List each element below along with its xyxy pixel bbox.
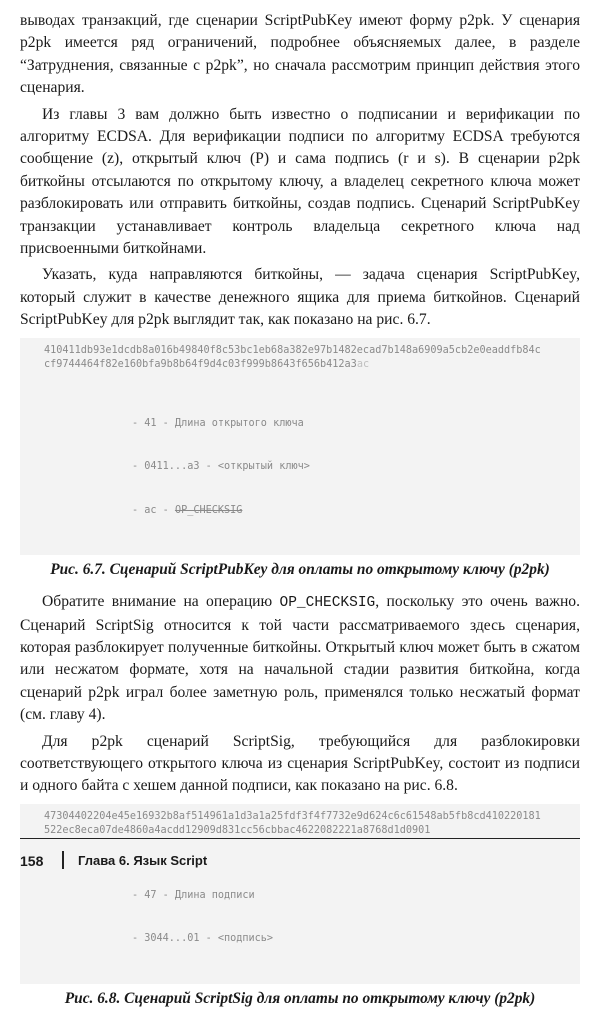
annotation: - 0411...a3 - <открытый ключ> <box>132 461 310 473</box>
page-number: 158 <box>20 853 44 869</box>
page-content <box>20 10 580 1020</box>
paragraph-4 <box>20 591 580 726</box>
figure-6-8-code <box>20 804 580 984</box>
annotation: - 3044...01 - <подпись> <box>132 933 274 945</box>
hex-segment: cf9744464f82e160bfa9b8b64f9d4c03f999b8643f656b412a3 <box>44 358 357 370</box>
figure-6-8-caption: Рис. 6.8. Сценарий ScriptSig для оплаты по открытому ключу (p2pk) <box>64 989 536 1007</box>
figure-6-7-code <box>20 338 580 556</box>
annotations <box>44 388 570 548</box>
paragraph-4-text: Обратите внимание на операцию <box>42 593 280 611</box>
annotation: - 47 - Длина подписи <box>132 889 255 901</box>
paragraph-5: Для p2pk сценарий ScriptSig, требующийся для разблокировки соответствующего открытого ключа из сценария ScriptPubKey, состоит из подписи и одного байта с хешем данной подписи, как показано на рис. 6.8. <box>20 732 580 795</box>
annotation <box>132 504 570 519</box>
hex-line: 47304402204e45e16932b8af514961a1d3a1a25fdf3f4f7732e9d624c6c61548ab5fb8cd410220181 <box>44 810 541 822</box>
inline-code: OP_CHECKSIG <box>279 595 376 612</box>
annotation-opcode: OP_CHECKSIG <box>174 504 243 516</box>
page-footer <box>20 838 580 869</box>
annotation: - 41 - Длина открытого ключа <box>132 417 304 429</box>
figure-6-7-caption: Рис. 6.7. Сценарий ScriptPubKey для оплаты по открытому ключу (p2pk) <box>50 561 550 579</box>
annotation-prefix: - ac - <box>132 504 175 516</box>
footer-divider <box>62 851 64 869</box>
hex-line <box>44 358 570 372</box>
hex-line: 522ec8eca07de4860a4acdd12909d831cc56cbbac4622082221a8768d1d0901 <box>44 824 431 836</box>
hex-line: 410411db93e1dcdb8a016b49840f8c53bc1eb68a382e97b1482ecad7b148a6909a5cb2e0eaddfb84c <box>44 344 541 356</box>
paragraph-2: Из главы 3 вам должно быть известно о подписании и верификации по алгоритму ECDSA. Для верификации подписи по алгоритму ECDSA требуются сообщение (z), открытый ключ (P) и сама подпись (r и s). В сценарии p2pk биткойны отсылаются по открытому ключу, а владелец секретного ключа может разблокировать или отправить биткойны, создав подпись. Сценарий ScriptPubKey транзакции устанавливает контроль владельца секретного ключа над присвоенными биткойнами. <box>20 105 580 258</box>
paragraph-1: выводах транзакций, где сценарии ScriptPubKey имеют форму p2pk. У сценария p2pk имеется ряд ограничений, подробнее объясняемых далее, в разделе “Затруднения, связанные с p2pk”, но сначала рассмотрим принцип действия этого сценария. <box>20 12 580 97</box>
running-title: Глава 6. Язык Script <box>78 853 208 868</box>
hex-opcode-segment: ac <box>356 358 370 370</box>
paragraph-4-text: , поскольку это очень важно. Сценарий ScriptSig относится к той части рассматриваемого здесь сценария, которая разблокирует полученные биткойны. Открытый ключ может быть в сжатом или несжатом формате, хотя на начальной стадии развития биткойна, когда сценарий p2pk играл более заметную роль, применялся только несжатый формат (см. главу 4). <box>20 593 580 724</box>
annotations <box>44 860 570 976</box>
paragraph-3: Указать, куда направляются биткойны, — задача сценария ScriptPubKey, который служит в качестве денежного ящика для приема биткойнов. Сценарий ScriptPubKey для p2pk выглядит так, как показано на рис. 6.7. <box>20 266 580 329</box>
